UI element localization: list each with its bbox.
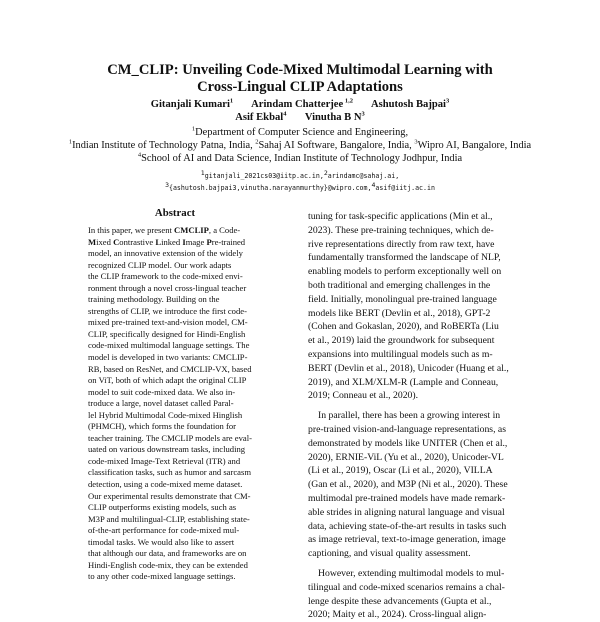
email-line-2 xyxy=(0,182,600,194)
affil-text: Sahaj AI Software, Bangalore, India, xyxy=(258,140,415,151)
abstract-line: (PHMCH), which forms the foundation for xyxy=(88,421,236,432)
abstract-text: ontrastive xyxy=(119,236,156,247)
abstract-line: code-mixed multimodal language settings. The xyxy=(88,340,250,351)
abstract-line xyxy=(88,225,274,237)
intro-line: (Li et al., 2019), Oscar (Li et al., 2020), VILLA xyxy=(308,465,493,477)
author-line-1 xyxy=(0,98,600,111)
abstract-line: model, an innovative extension of the widely xyxy=(88,248,243,259)
author-name: Arindam Chatterjee xyxy=(251,99,344,110)
intro-line: field. Initially, monolingual pre-trained language xyxy=(308,293,497,305)
intro-column xyxy=(308,210,532,622)
intro-line: tilingual and code-mixed scenarios remains a chal- xyxy=(308,581,505,593)
abstract-line: ronment through a novel cross-lingual teacher xyxy=(88,282,247,293)
abstract-line: model to suit code-mixed data. We also in- xyxy=(88,386,236,397)
intro-line: able strides in aligning natural language and visual xyxy=(308,506,505,518)
email-sup: 3 xyxy=(165,180,169,189)
abstract-line: troduce a large, novel dataset called Paral- xyxy=(88,398,234,409)
intro-paragraph-1 xyxy=(308,210,532,403)
affiliation-line-2 xyxy=(0,139,600,152)
intro-line: pre-trained vision-and-language representations, as xyxy=(308,423,506,435)
email-sup: 1 xyxy=(200,168,205,177)
abstract-line: on ViT, both of which adapt the original CLIP xyxy=(88,375,247,386)
author-name: Ashutosh Bajpai xyxy=(370,99,447,110)
intro-line: data, achieving state-of-the-art results in tasks such xyxy=(308,520,507,532)
abstract-heading: Abstract xyxy=(154,207,196,219)
abstract-keyword: M xyxy=(88,236,97,247)
abstract-line: model is developed in two variants: CMCLIP- xyxy=(88,352,248,363)
abstract-body xyxy=(88,225,274,583)
intro-line: 2023). These pre-training techniques, which de- xyxy=(308,224,494,236)
author-name: Vinutha B N xyxy=(304,112,362,123)
author-sup: 4 xyxy=(283,110,287,118)
abstract-line xyxy=(88,237,274,249)
intro-line: lenge despite these advancements (Gupta et al., xyxy=(308,595,492,607)
abstract-line: code-mixed Image-Text Retrieval (ITR) and xyxy=(88,455,241,466)
affiliation-line-3 xyxy=(0,152,600,165)
author-line-2 xyxy=(0,111,600,124)
email-text: arindamc@sahaj.ai, xyxy=(327,172,400,180)
abstract-line: M3P and multilingual-CLIP, establishing state- xyxy=(88,513,250,524)
paper-title xyxy=(40,62,560,96)
author-sup: 3 xyxy=(361,110,365,118)
abstract-line: detection, using a code-mixed meme dataset. xyxy=(88,479,243,490)
intro-line: models like BERT (Devlin et al., 2018), GPT-2 xyxy=(308,307,491,319)
affil-sup: 2 xyxy=(255,138,259,146)
author-sup: 3 xyxy=(446,97,450,105)
abstract-line: strengths of CLIP, we introduce the first code- xyxy=(88,305,247,316)
abstract-text: In this paper, we present xyxy=(88,225,175,235)
affiliations xyxy=(0,126,600,165)
affil-text: Indian Institute of Technology Patna, India, xyxy=(72,140,256,151)
intro-line: enabling models to perform exceptionally well on xyxy=(308,266,502,278)
author-list xyxy=(0,98,600,124)
affil-sup: 3 xyxy=(414,138,418,146)
intro-line: (Cohen and Gokaslan, 2020), and RoBERTa (Liu xyxy=(308,321,499,333)
intro-line: as image retrieval, text-to-image generation, image xyxy=(308,534,506,546)
abstract-text: , a Code- xyxy=(208,225,241,235)
intro-paragraph-3 xyxy=(308,567,532,622)
abstract-line: teacher training. The CMCLIP models are eval- xyxy=(88,432,252,443)
abstract-line: RB, based on ResNet, and CMCLIP-VX, based xyxy=(88,363,252,374)
intro-line: tuning for task-specific applications (Min et al., xyxy=(308,211,493,222)
affil-sup: 1 xyxy=(68,138,73,146)
abstract-keyword: P xyxy=(206,236,212,247)
intro-line: 2020; Maity et al., 2024). Cross-lingual align- xyxy=(308,609,487,621)
title-line-1: CM_CLIP: Unveiling Code-Mixed Multimodal Learning with xyxy=(107,62,493,78)
abstract-line: of-the-art performance for code-mixed mul- xyxy=(88,525,240,536)
abstract-keyword: I xyxy=(182,236,186,247)
abstract-line: Hindi-English code-mix, they can be extended xyxy=(88,559,248,570)
intro-line: BERT (Devlin et al., 2018), Unicoder (Huang et al., xyxy=(308,362,509,374)
abstract-text: mage xyxy=(185,236,207,247)
intro-line: expansions into multilingual models such as m- xyxy=(308,348,493,360)
intro-line: However, extending multimodal models to mul- xyxy=(318,567,505,579)
intro-line: (Gan et al., 2020), and M3P (Ni et al., 2020). These xyxy=(308,479,508,491)
intro-line: captioning, and visual quality assessment. xyxy=(308,548,471,560)
abstract-line: CLIP outperforms existing models, such as xyxy=(88,502,237,513)
email-text: {ashutosh.bajpai3,vinutha.narayanmurthy}@wipro.com, xyxy=(168,184,372,192)
intro-line: both traditional and emerging challenges in the xyxy=(308,279,491,291)
email-line-1 xyxy=(0,170,600,182)
author-sup: 1 xyxy=(229,97,234,105)
abstract-keyword: L xyxy=(155,236,162,247)
intro-paragraph-2 xyxy=(308,409,532,561)
abstract-keyword: CMCLIP xyxy=(174,225,209,235)
abstract-line: CLIP, specifically designed for Hindi-English xyxy=(88,328,246,339)
intro-line: 2019; Conneau et al., 2020). xyxy=(308,390,419,402)
abstract-line: lel Hybrid Multimodal Code-mixed Hinglish xyxy=(88,409,243,420)
abstract-text: inked xyxy=(161,236,183,247)
abstract-text: re-trained xyxy=(211,236,246,247)
title-line-2: Cross-Lingual CLIP Adaptations xyxy=(197,79,403,95)
abstract-line: classification tasks, such as humor and sarcasm xyxy=(88,467,252,478)
intro-line: rive representations directly from raw text, have xyxy=(308,238,495,250)
intro-line: 2019), and XLM/XLM-R (Lample and Conneau, xyxy=(308,376,499,388)
affiliation-line-1 xyxy=(0,126,600,139)
intro-line: multimodal pre-trained models have made remark- xyxy=(308,492,506,504)
abstract-line: mixed pre-trained text-and-vision model, CM- xyxy=(88,317,248,328)
abstract-line: recognized CLIP model. Our work adapts xyxy=(88,259,232,270)
intro-line: fundamentally transformed the landscape of NLP, xyxy=(308,252,501,264)
affil-sup: 4 xyxy=(137,151,142,159)
affil-text: Department of Computer Science and Engineering, xyxy=(195,127,409,138)
abstract-keyword: C xyxy=(113,236,120,247)
email-sup: 2 xyxy=(323,168,328,177)
email-text: gitanjali_2021cs03@iitp.ac.in, xyxy=(204,172,324,180)
abstract-line: the CLIP framework to the code-mixed envi- xyxy=(88,271,243,282)
abstract-line: uated on various downstream tasks, including xyxy=(88,444,246,455)
abstract-line: that although our data, and frameworks are on xyxy=(88,548,247,559)
author-sup: 1,2 xyxy=(343,97,353,105)
abstract-line: Our experimental results demonstrate that CM- xyxy=(88,490,251,501)
email-text: asif@iitj.ac.in xyxy=(375,184,435,192)
author-name: Gitanjali Kumari xyxy=(150,99,230,110)
email-sup: 4 xyxy=(371,180,376,189)
affil-text: School of AI and Data Science, Indian Institute of Technology Jodhpur, India xyxy=(141,153,463,164)
intro-line: demonstrated by models like UNITER (Chen et al., xyxy=(308,437,508,449)
intro-line: In parallel, there has been a growing interest in xyxy=(318,410,501,422)
affil-text: Wipro AI, Bangalore, India xyxy=(417,140,532,151)
intro-line: 2020), ERNIE-ViL (Yu et al., 2020), Unicoder-VL xyxy=(308,451,504,463)
author-name: Asif Ekbal xyxy=(235,112,284,123)
abstract-line: training methodology. Building on the xyxy=(88,294,220,305)
email-list xyxy=(0,170,600,194)
abstract-text: ixed xyxy=(96,236,114,247)
abstract-rest xyxy=(88,248,274,583)
intro-line: et al., 2019) laid the groundwork for subsequent xyxy=(308,335,495,347)
affil-sup: 1 xyxy=(191,125,196,133)
abstract-line: to any other code-mixed language settings. xyxy=(88,571,236,582)
abstract-line: timodal tasks. We would also like to assert xyxy=(88,536,235,547)
